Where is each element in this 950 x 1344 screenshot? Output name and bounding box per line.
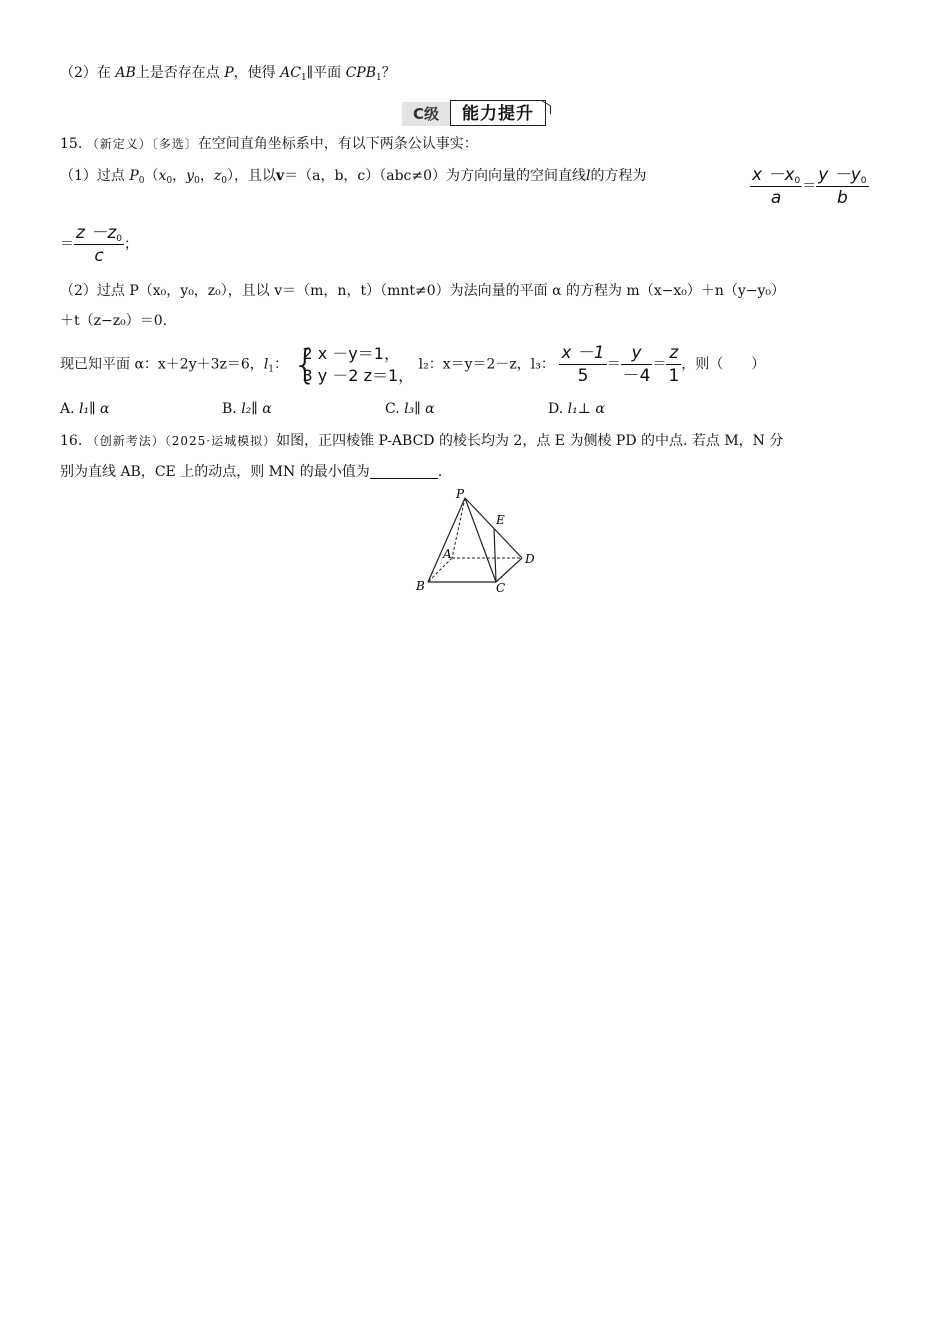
option-label: D. (548, 401, 564, 417)
subscript: 0 (166, 176, 173, 186)
line-l2-l3: l₂：x＝y＝2－z，l₃： (418, 356, 555, 373)
coord-y: y (186, 168, 195, 184)
text: . (437, 464, 443, 480)
text: ； (124, 236, 138, 253)
subscript: 0 (194, 176, 200, 186)
system-equation: 2 x －y＝1， (302, 343, 400, 363)
text: 平面 (313, 65, 342, 81)
edge-ab (428, 558, 452, 582)
fraction-x (750, 164, 802, 209)
section-badge (402, 100, 552, 128)
option-text: l₃∥ α (404, 401, 435, 417)
text: 上是否存在点 (135, 65, 220, 81)
subscript: 0 (138, 176, 145, 186)
text: 在 (96, 65, 111, 81)
segment-ab: AB (115, 65, 136, 81)
fraction-l3-y (621, 342, 653, 387)
question-source: （2025·运城模拟） (164, 434, 277, 448)
edge-pc (465, 498, 496, 582)
q15-given (60, 342, 765, 387)
fraction-denominator: a (770, 188, 782, 208)
question-tag: （创新考法） (86, 434, 165, 448)
q15-fact1 (60, 166, 647, 186)
option-text: l₂∥ α (241, 401, 272, 417)
condition: （abc≠0） (379, 168, 447, 184)
label-d: D (525, 552, 535, 566)
q15-fact1-fraction-z (60, 222, 138, 267)
text: （ (144, 168, 159, 184)
question-number: 16. (60, 433, 83, 449)
q15-fact2-line2 (60, 311, 167, 331)
coord-z: z (213, 168, 222, 184)
fraction-numerator: x －x (752, 165, 795, 185)
option-text: l₁∥ α (79, 401, 110, 417)
edge-cd (496, 558, 522, 582)
fraction-l3-x (559, 342, 606, 387)
badge-level: C级 (402, 102, 450, 126)
label-e: E (496, 513, 505, 527)
question-intro: 在空间直角坐标系中，有以下两条公认事实： (197, 136, 478, 152)
q16-line1 (60, 431, 783, 451)
edge-pd (465, 498, 522, 558)
subscript: 1 (300, 73, 307, 83)
point-p: P (224, 65, 234, 81)
fraction-z (74, 222, 124, 267)
fact2-text: ＋t（z−z₀）＝0. (60, 313, 168, 329)
pyramid-diagram (410, 488, 550, 600)
subscript: 0 (116, 234, 122, 244)
option-text: l₁⊥ α (567, 401, 605, 417)
vector-v: v (275, 168, 285, 184)
equals: ＝ (652, 356, 667, 373)
option-c[interactable] (385, 399, 435, 419)
q15-header (60, 134, 478, 154)
parallel-symbol: ∥ (306, 65, 314, 81)
text: ： (274, 356, 289, 373)
prev-question-line (60, 63, 396, 83)
equation-system (292, 343, 414, 387)
option-a[interactable] (60, 399, 109, 419)
q16-text: 如图，正四棱锥 P-ABCD 的棱长均为 2，点 E 为侧棱 PD 的中点. 若点 M，N 分 (276, 433, 784, 449)
line-l: l (586, 168, 591, 184)
fraction-denominator: 1 (668, 366, 680, 386)
badge-title: 能力提升 (450, 100, 546, 126)
fraction-denominator: 5 (577, 366, 589, 386)
fraction-numerator: z －z (76, 223, 117, 243)
text: ） (226, 168, 234, 184)
equals: ＝ (60, 236, 74, 253)
fraction-numerator: x －1 (561, 343, 605, 363)
edge-ce (494, 528, 496, 582)
q15-options (60, 399, 760, 419)
answer-blank[interactable] (370, 464, 438, 479)
q15-fact2-line1 (60, 281, 785, 301)
subscript: 1 (376, 73, 382, 83)
text: ？ (381, 65, 396, 81)
text: 为方向向量的空间直线 (446, 168, 587, 184)
subscript: 0 (221, 176, 227, 186)
line-l1: l (263, 356, 269, 373)
plane-cpb1: CPB (345, 65, 377, 81)
subscript: 0 (860, 176, 867, 186)
plane-alpha: 现已知平面 α：x＋2y＋3z＝6， (60, 356, 264, 373)
fraction-denominator: b (837, 188, 848, 208)
equals: ＝ (606, 356, 621, 373)
text: ，使得 (233, 65, 276, 81)
option-label: C. (385, 401, 400, 417)
point-p0: P (129, 168, 139, 184)
edge-pa (452, 498, 465, 558)
text: 的方程为 (590, 168, 647, 184)
question-tag: 〔多选〕 (151, 137, 198, 151)
line-ac1: AC (280, 65, 301, 81)
system-equation: 3 y －2 z＝1， (302, 365, 415, 385)
fraction-numerator: z (669, 343, 679, 363)
fraction-numerator: y －y (818, 165, 861, 185)
part-label: （2） (60, 65, 97, 81)
q16-text: 别为直线 AB，CE 上的动点，则 MN 的最小值为 (60, 464, 370, 480)
label-b: B (416, 579, 425, 593)
q16-line2 (60, 462, 442, 482)
option-label: B. (222, 401, 237, 417)
option-b[interactable] (222, 399, 272, 419)
vector-value: ＝（a，b，c） (284, 168, 380, 184)
answer-prompt: ，则（ ） (681, 356, 766, 373)
option-label: A. (60, 401, 75, 417)
text: ， (172, 168, 187, 184)
fraction-l3-z (666, 342, 681, 387)
fact2-text: （2）过点 P（x₀，y₀，z₀），且以 v＝（m，n，t）（mnt≠0）为法向量的平面 α 的方程为 m（x−x₀）＋n（y−y₀） (60, 283, 786, 299)
q15-fact1-fractions (750, 164, 869, 209)
fraction-y (816, 164, 868, 209)
label-p: P (456, 488, 465, 501)
fraction-denominator: －4 (622, 366, 651, 386)
question-number: 15. (60, 136, 83, 152)
fraction-numerator: y (631, 343, 642, 363)
subscript: 0 (794, 176, 801, 186)
edge-pb (428, 498, 465, 582)
label-a: A (443, 547, 452, 561)
label-c: C (496, 581, 506, 595)
coord-x: x (158, 168, 167, 184)
text: （1）过点 (60, 168, 125, 184)
text: ， (199, 168, 214, 184)
question-tag: （新定义） (86, 137, 152, 151)
subscript: 1 (268, 364, 275, 375)
brace-icon: { (292, 341, 318, 388)
equals: ＝ (802, 178, 817, 195)
text: ，且以 (233, 168, 276, 184)
option-d[interactable] (548, 399, 605, 419)
pyramid-figure (410, 488, 550, 604)
fraction-denominator: c (94, 246, 104, 266)
